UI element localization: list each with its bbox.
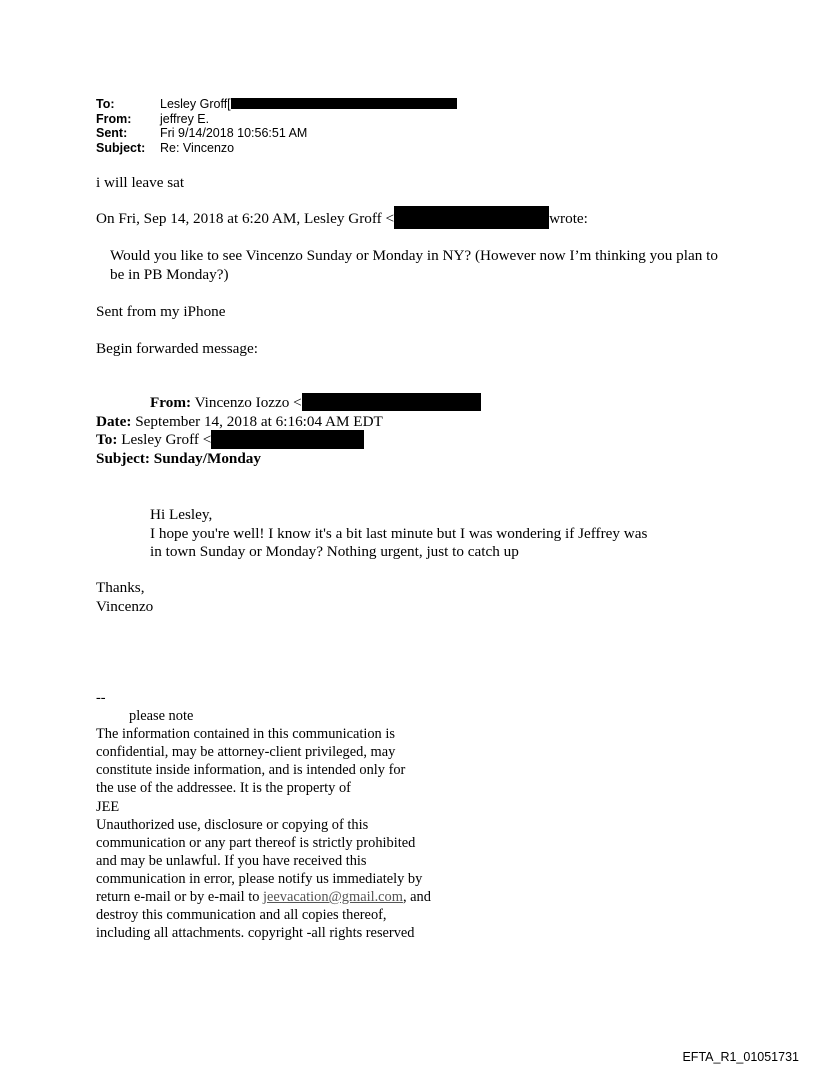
forwarded-date-value: September 14, 2018 at 6:16:04 AM EDT	[131, 412, 383, 430]
disclaimer-line: The information contained in this communication is	[96, 726, 395, 743]
redaction-box	[211, 430, 364, 449]
forwarded-subject: Subject: Sunday/Monday	[96, 449, 261, 467]
forwarded-to-label: To:	[96, 431, 118, 448]
disclaimer-dashes: --	[96, 690, 106, 706]
forwarded-date-label: Date:	[96, 412, 132, 430]
quoted-message: Would you like to see Vincenzo Sunday or Monday in NY? (However now I’m thinking you plan to be in PB Monday?)	[110, 247, 718, 283]
redaction-box	[302, 393, 481, 411]
sender-name: Vincenzo	[96, 597, 154, 615]
disclaimer-email-line	[96, 888, 431, 906]
redaction-box	[231, 98, 457, 109]
disclaimer-line: communication in error, please notify us immediately by	[96, 870, 423, 887]
email-suffix: , and	[402, 889, 431, 906]
closing	[96, 579, 153, 616]
body-line: in town Sunday or Monday? Nothing urgent, just to catch up	[150, 543, 519, 561]
email-header	[96, 97, 457, 155]
forwarded-from-row	[96, 394, 481, 413]
subject-label: Subject:	[96, 140, 146, 155]
forward-intro: Begin forwarded message:	[96, 340, 258, 357]
disclaimer-line: including all attachments. copyright -all rights reserved	[96, 925, 415, 942]
subject-value: Re: Vincenzo	[160, 140, 235, 155]
forwarded-from-label: From:	[150, 394, 192, 411]
disclaimer-line: JEE	[96, 798, 120, 815]
forwarded-body	[150, 506, 647, 562]
reply-text: i will leave sat	[96, 174, 185, 191]
forwarded-from-value: Vincenzo Iozzo <	[191, 394, 302, 411]
email-prefix: return e-mail or by e-mail to	[96, 889, 264, 906]
thanks-text: Thanks,	[96, 579, 145, 596]
redaction-box	[394, 206, 549, 229]
forwarded-to-row	[96, 431, 481, 450]
header-subject-row	[96, 141, 457, 156]
disclaimer-line: confidential, may be attorney-client privileged, may	[96, 744, 396, 761]
body-line: I hope you're well! I know it's a bit last minute but I was wondering if Jeffrey was	[150, 524, 648, 542]
from-value: jeffrey E.	[160, 111, 210, 126]
email-link[interactable]: jeevacation@gmail.com	[263, 889, 403, 906]
to-label: To:	[96, 97, 115, 111]
quote-intro	[96, 210, 588, 229]
sent-value: Fri 9/14/2018 10:56:51 AM	[160, 126, 308, 140]
disclaimer-line: destroy this communication and all copies thereof,	[96, 907, 387, 924]
disclaimer-line: the use of the addressee. It is the property of	[96, 780, 351, 797]
disclaimer-note: please note	[129, 708, 194, 725]
header-to-row	[96, 97, 457, 112]
forwarded-subject-row	[96, 450, 481, 469]
quote-intro-prefix: On Fri, Sep 14, 2018 at 6:20 AM, Lesley Groff <	[96, 210, 395, 227]
forwarded-header	[96, 394, 481, 468]
from-label: From:	[96, 111, 132, 126]
to-value: Lesley Groff[	[160, 97, 231, 111]
footer-document-id: EFTA_R1_01051731	[682, 1050, 799, 1064]
header-from-row	[96, 112, 457, 127]
sent-label: Sent:	[96, 126, 128, 140]
disclaimer-line: Unauthorized use, disclosure or copying of this	[96, 816, 369, 833]
disclaimer-line: communication or any part thereof is strictly prohibited	[96, 834, 416, 851]
greeting: Hi Lesley,	[150, 506, 213, 523]
header-sent-row	[96, 126, 457, 141]
disclaimer-line: and may be unlawful. If you have received this	[96, 852, 367, 869]
quote-intro-suffix: wrote:	[549, 210, 588, 227]
forwarded-date-row	[96, 413, 481, 432]
forwarded-to-value: Lesley Groff <	[117, 431, 212, 448]
disclaimer	[96, 689, 431, 942]
disclaimer-line: constitute inside information, and is intended only for	[96, 762, 406, 779]
iphone-signature: Sent from my iPhone	[96, 303, 226, 320]
